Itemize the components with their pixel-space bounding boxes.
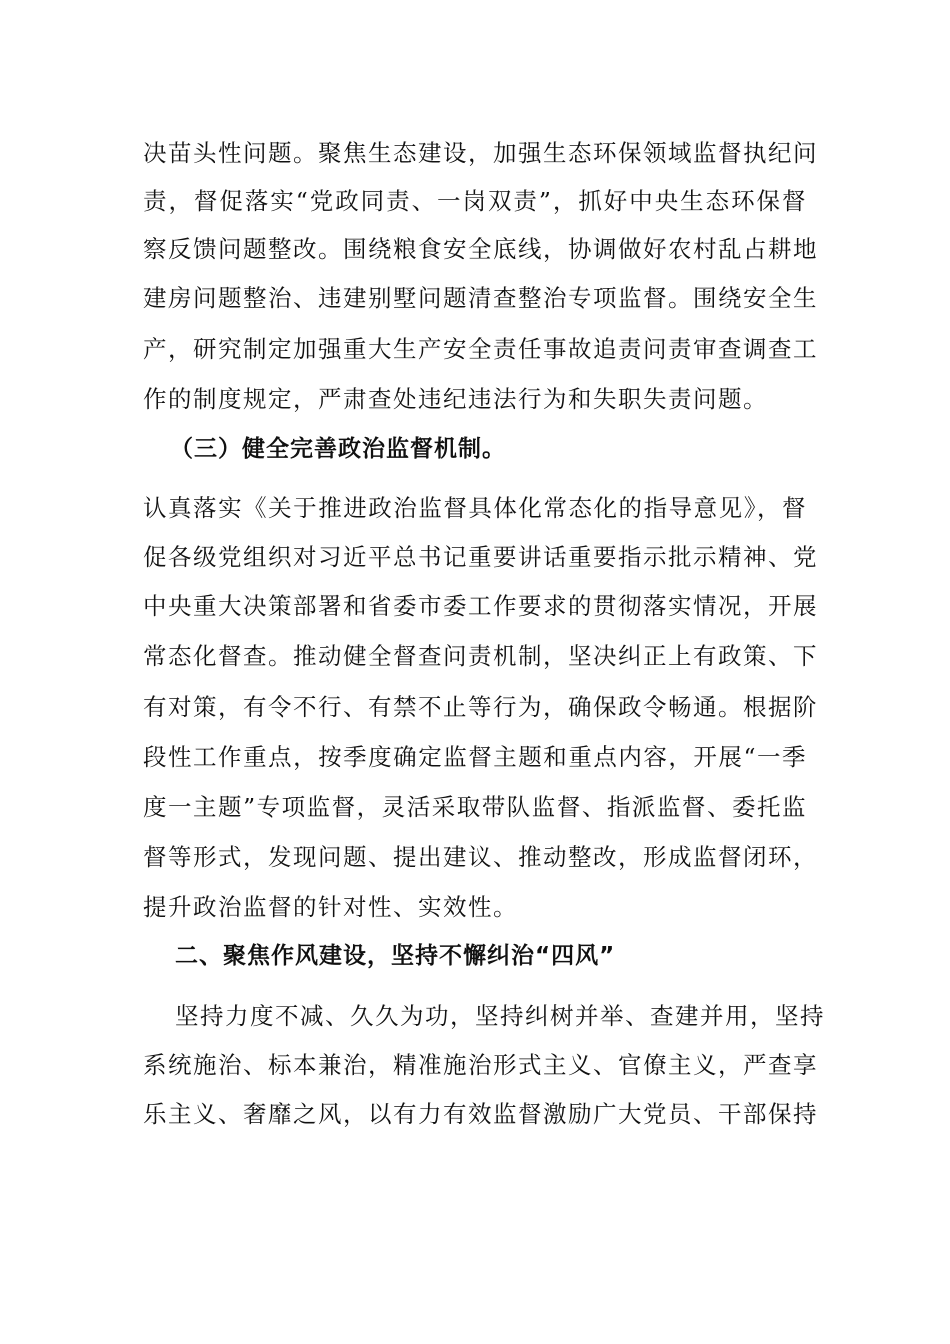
body-text-line: 系统施治、标本兼治，精准施治形式主义、官僚主义，严查享 bbox=[143, 1051, 818, 1079]
body-text-line: 责，督促落实“党政同责、一岗双责”，抓好中央生态环保督 bbox=[143, 187, 807, 215]
body-text-line: 产，研究制定加强重大生产安全责任事故追责问责审查调查工 bbox=[143, 335, 818, 363]
body-text-line: 决苗头性问题。聚焦生态建设，加强生态环保领域监督执纪问 bbox=[143, 139, 818, 167]
body-text-line: 度一主题”专项监督，灵活采取带队监督、指派监督、委托监 bbox=[143, 793, 807, 821]
body-text-line: 有对策，有令不行、有禁不止等行为，确保政令畅通。根据阶 bbox=[143, 693, 818, 721]
body-text-line: 督等形式，发现问题、提出建议、推动整改，形成监督闭环， bbox=[143, 843, 818, 871]
body-text-line: 常态化督查。推动健全督查问责机制，坚决纠正上有政策、下 bbox=[143, 642, 818, 670]
body-text-line: 建房问题整治、违建别墅问题清查整治专项监督。围绕安全生 bbox=[143, 284, 818, 312]
body-text-line: 坚持力度不减、久久为功，坚持纠树并举、查建并用，坚持 bbox=[175, 1002, 825, 1030]
body-text-line: 中央重大决策部署和省委市委工作要求的贯彻落实情况，开展 bbox=[143, 592, 818, 620]
body-text-line: 促各级党组织对习近平总书记重要讲话重要指示批示精神、党 bbox=[143, 543, 818, 571]
body-text-line: 作的制度规定，严肃查处违纪违法行为和失职失责问题。 bbox=[143, 385, 768, 413]
body-text-line: 乐主义、奢靡之风，以有力有效监督激励广大党员、干部保持 bbox=[143, 1100, 818, 1128]
section-heading-2: 二、聚焦作风建设，坚持不懈纠治“四风” bbox=[175, 943, 616, 969]
body-text-line: 认真落实《关于推进政治监督具体化常态化的指导意见》，督 bbox=[143, 494, 807, 522]
body-text-line: 段性工作重点，按季度确定监督主题和重点内容，开展“一季 bbox=[143, 743, 807, 771]
body-text-line: 提升政治监督的针对性、实效性。 bbox=[143, 893, 518, 921]
body-text-line: 察反馈问题整改。围绕粮食安全底线，协调做好农村乱占耕地 bbox=[143, 235, 818, 263]
section-heading-3: （三）健全完善政治监督机制。 bbox=[170, 436, 506, 462]
